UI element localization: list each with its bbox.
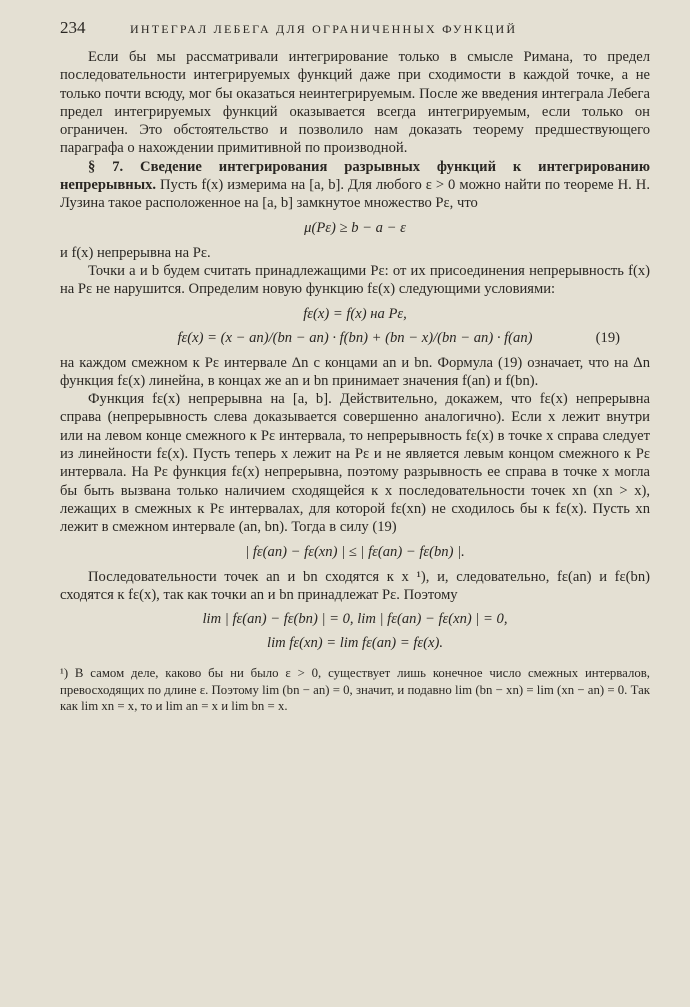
paragraph-intro: Если бы мы рассматривали интегрирование только в смысле Римана, то предел последовательности интегрируемых функций даже при сходимости в каждой точке, а не только почти всюду, мог бы оказаться неинтегрируемым. После же введения интеграла Лебега предел интегрируемых функций оказывается всегда интегрируемым, если только он ограничен. Это обстоятельство и позволило нам доказать теорему предшествующего параграфа о нахождении примитивной по производной.: [60, 49, 650, 157]
paragraph-continuity: и f(x) непрерывна на Pε.: [60, 244, 211, 261]
paragraph-proof: Функция fε(x) непрерывна на [a, b]. Действительно, докажем, что fε(x) непрерывна справа (непрерывность слева доказывается совершенно аналогично). Если x лежит внутри или на левом конце смежного к Pε интервала, то непрерывность fε(x) в точке x справа следует из линейности fε(x). Пусть теперь x лежит на Pε и не является левым концом смежного к Pε интервала. На Pε функция fε(x) непрерывна, поэтому разрывность ее справа в точке x могла бы быть вызвана только наличием сходящейся к x последовательности точек xn (xn > x), лежащих в смежных к Pε интервалах, для которой fε(xn) не сходилось бы к fε(x). Пусть xn лежит в смежном интервале (an, bn). Тогда в силу (19): [60, 391, 650, 536]
formula-limits: lim | fε(an) − fε(bn) | = 0, lim | fε(an) − fε(xn) | = 0,: [202, 611, 508, 628]
paragraph-sequences: Последовательности точек an и bn сходятся к x ¹), и, следовательно, fε(an) и fε(bn) сходятся к fε(x), так как точки an и bn принадлежат Pε. Поэтому: [60, 568, 650, 603]
page-header: [60, 18, 650, 48]
page-number: 234: [60, 18, 86, 37]
formula-19-body: fε(x) = (x − an)/(bn − an) · f(bn) + (bn − x)/(bn − an) · f(an): [177, 329, 533, 346]
formula-equal-on-P: fε(x) = f(x) на Pε,: [303, 305, 407, 322]
running-title: ИНТЕГРАЛ ЛЕБЕГА ДЛЯ ОГРАНИЧЕННЫХ ФУНКЦИЙ: [130, 22, 518, 36]
footnote-text: ¹) В самом деле, каково бы ни было ε > 0, существует лишь конечное число смежных интервалов, превосходящих по длине ε. Поэтому lim (bn − an) = 0, значит, и подавно lim (bn − xn) = lim (xn − an) = 0. Так как lim xn = x, то и lim an = x и lim bn = x.: [60, 666, 650, 714]
section-text: Пусть f(x) измерима на [a, b]. Для любого ε > 0 можно найти по теореме Н. Н. Лузина такое расположенное на [a, b] замкнутое множество Pε, что: [60, 177, 650, 212]
paragraph-definition: Точки a и b будем считать принадлежащими Pε: от их присоединения непрерывность f(x) на Pε не нарушится. Определим новую функцию fε(x) следующими условиями:: [60, 262, 650, 298]
footnote: [60, 659, 650, 715]
formula-inequality: | fε(an) − fε(xn) | ≤ | fε(an) − fε(bn) |.: [245, 543, 465, 560]
equation-number: (19): [595, 329, 620, 346]
paragraph-interval: на каждом смежном к Pε интервале Δn с концами an и bn. Формула (19) означает, что на Δn функция fε(x) линейна, в концах же an и bn принимает значения f(an) и f(bn).: [60, 354, 650, 389]
section-heading: § 7. Сведение интегрирования разрывных функций к интегрированию непрерывных.: [60, 158, 650, 194]
formula-19: [60, 330, 650, 347]
section-paragraph: [60, 158, 650, 213]
formula-measure: μ(Pε) ≥ b − a − ε: [304, 219, 406, 236]
formula-limit-result: lim fε(xn) = lim fε(an) = fε(x).: [267, 635, 443, 652]
